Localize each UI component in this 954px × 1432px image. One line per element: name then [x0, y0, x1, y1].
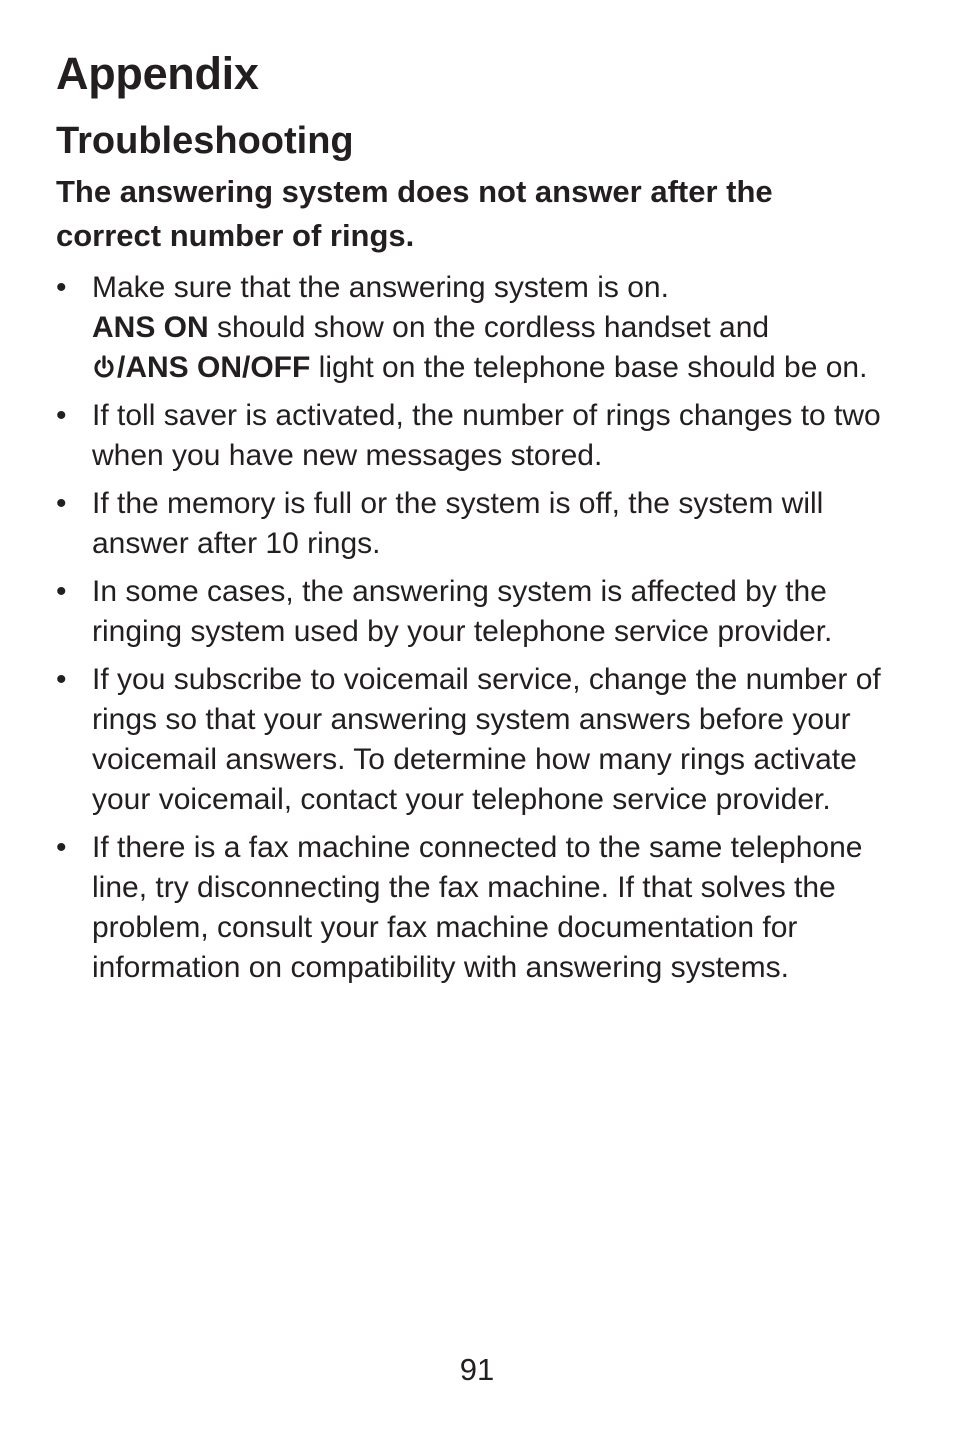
bullet-marker: • [56, 271, 67, 304]
bullet-marker: • [56, 663, 67, 696]
page-title: Appendix [56, 48, 259, 99]
list-item [56, 268, 912, 388]
ans-onoff-label: /ANS ON/OFF [117, 351, 311, 384]
bullet-text: If the memory is full or the system is off, the system will answer after 10 rings. [92, 487, 824, 560]
bullet-marker: • [56, 487, 67, 520]
bullet-marker: • [56, 831, 67, 864]
list-item [56, 660, 912, 820]
bullet-text: should show on the cordless handset and [208, 311, 770, 344]
bullet-marker: • [56, 575, 67, 608]
bullet-text: In some cases, the answering system is affected by the ringing system used by your telephone service provider. [92, 575, 833, 648]
subsection-heading: The answering system does not answer after the correct number of rings. [56, 174, 773, 253]
page-number: 91 [459, 1352, 495, 1387]
bullet-text: If you subscribe to voicemail service, change the number of rings so that your answering system answers before your voicemail answers. To determine how many rings activate your voicemail, contact your telephone service provider. [92, 663, 881, 816]
bullet-text: If there is a fax machine connected to the same telephone line, try disconnecting the fax machine. If that solves the problem, consult your fax machine documentation for information on compatibility with answering systems. [92, 831, 863, 984]
power-icon [92, 354, 116, 380]
page-content [56, 44, 916, 996]
bullet-text: light on the telephone base should be on. [310, 351, 868, 384]
troubleshooting-list [56, 268, 916, 988]
ans-on-label: ANS ON [92, 311, 209, 344]
list-item [56, 828, 912, 988]
bullet-marker: • [56, 399, 67, 432]
list-item [56, 484, 912, 564]
list-item [56, 396, 912, 476]
list-item [56, 572, 912, 652]
section-heading: Troubleshooting [56, 120, 354, 162]
bullet-text: Make sure that the answering system is on. [92, 271, 669, 304]
bullet-text: If toll saver is activated, the number of rings changes to two when you have new messages stored. [92, 399, 881, 472]
